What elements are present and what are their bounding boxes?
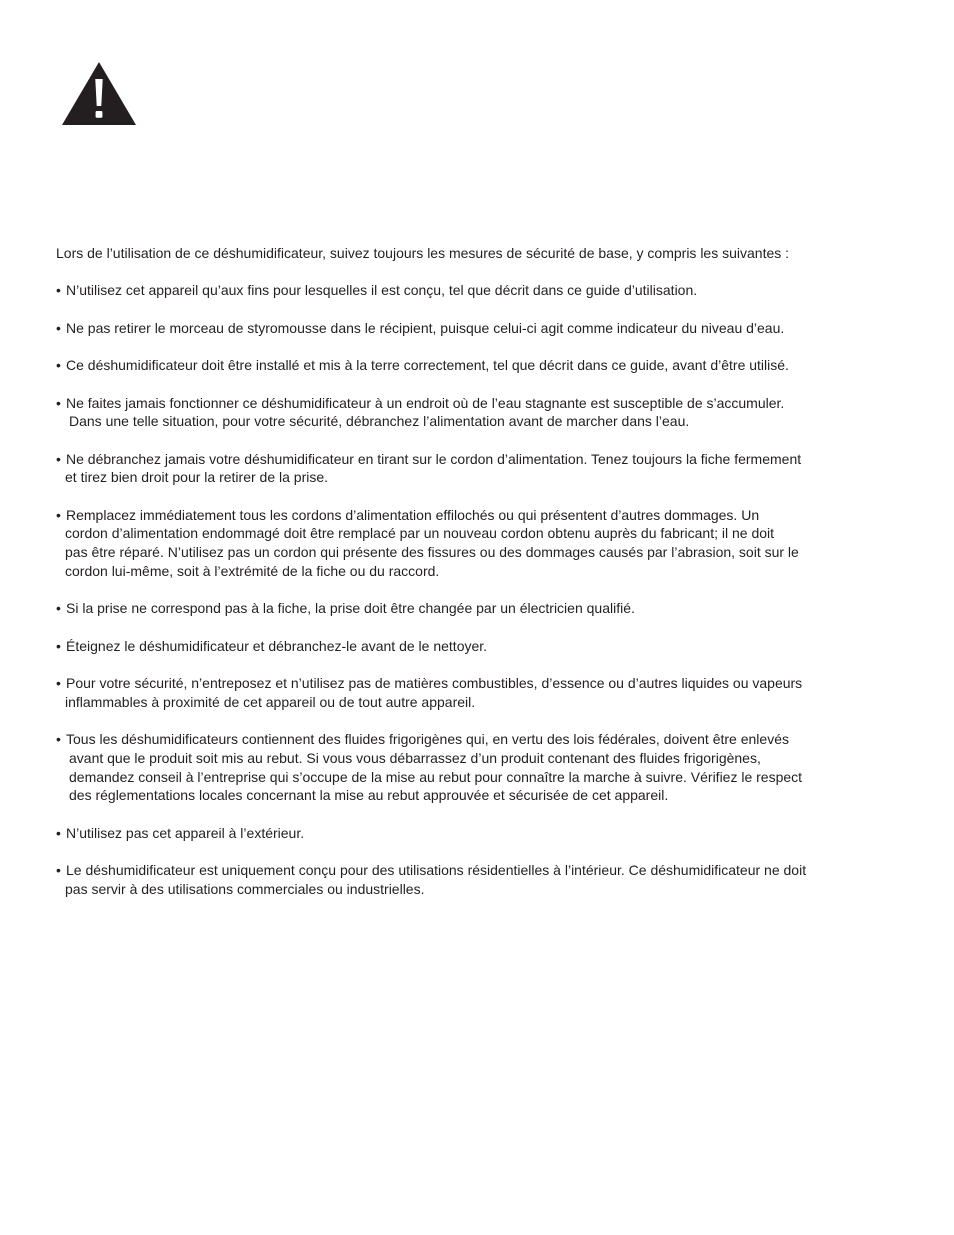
item-line: cordon d’alimentation endommagé doit être remplacé par un nouveau cordon obtenu auprès du fabricant; il ne doit [65, 525, 775, 542]
item-line: Si la prise ne correspond pas à la fiche, la prise doit être changée par un électricien qualifié. [66, 600, 635, 617]
item-line: Ne pas retirer le morceau de styromousse dans le récipient, puisque celui-ci agit comme indicateur du niveau d’eau. [66, 319, 785, 336]
item-line: cordon lui-même, soit à l’extrémité de la fiche ou du raccord. [65, 562, 440, 579]
item-line: Éteignez le déshumidificateur et débranchez-le avant de le nettoyer. [66, 637, 488, 654]
bullet-marker: • [56, 731, 61, 748]
item-line: demandez conseil à l’entreprise qui s’occupe de la mise au rebut pour connaître la marche à suivre. Vérifiez le respect [69, 768, 803, 785]
safety-item [56, 674, 916, 711]
bullet-marker: • [56, 450, 61, 467]
safety-item [56, 861, 916, 898]
item-line: Remplacez immédiatement tous les cordons d’alimentation effilochés ou qui présentent d’autres dommages. Un [66, 506, 760, 523]
bullet-marker: • [56, 394, 61, 411]
intro-text: Lors de l’utilisation de ce déshumidificateur, suivez toujours les mesures de sécurité de base, y compris les suivantes : [56, 245, 790, 261]
bullet-marker: • [56, 675, 61, 692]
bullet-marker: • [56, 319, 61, 336]
item-line: Ne débranchez jamais votre déshumidificateur en tirant sur le cordon d’alimentation. Tenez toujours la fiche fermement [66, 450, 802, 467]
safety-item [56, 637, 916, 656]
safety-item [56, 730, 916, 805]
item-line: Pour votre sécurité, n’entreposez et n’utilisez pas de matières combustibles, d’essence ou d’autres liquides ou vapeurs [66, 675, 803, 692]
bullet-marker: • [56, 357, 61, 374]
item-line: Ne faites jamais fonctionner ce déshumidificateur à un endroit où de l’eau stagnante est susceptible de s’accumuler. [66, 394, 785, 411]
warning-triangle-icon [62, 62, 136, 126]
safety-item [56, 394, 916, 431]
item-line: des réglementations locales concernant la mise au rebut approuvée et sécurisée de cet appareil. [69, 787, 669, 804]
bullet-marker: • [56, 637, 61, 654]
safety-instructions [56, 244, 916, 917]
safety-item [56, 506, 916, 581]
bullet-marker: • [56, 600, 61, 617]
safety-item [56, 824, 916, 843]
item-line: et tirez bien droit pour la retirer de la prise. [65, 469, 329, 486]
item-line: Dans une telle situation, pour votre sécurité, débranchez l’alimentation avant de marcher dans l’eau. [69, 413, 690, 430]
item-line: pas être réparé. N’utilisez pas un cordon qui présente des fissures ou des dommages causés par l’abrasion, soit sur le [65, 544, 799, 561]
bullet-marker: • [56, 862, 61, 879]
item-line: inflammables à proximité de cet appareil ou de tout autre appareil. [65, 693, 476, 710]
item-line: Le déshumidificateur est uniquement conçu pour des utilisations résidentielles à l’intérieur. Ce déshumidificateur ne doit [66, 862, 807, 879]
item-line: N’utilisez pas cet appareil à l’extérieur. [66, 824, 305, 841]
bullet-marker: • [56, 282, 61, 299]
safety-item [56, 450, 916, 487]
bullet-marker: • [56, 506, 61, 523]
item-line: pas servir à des utilisations commerciales ou industrielles. [65, 880, 425, 897]
safety-item [56, 319, 916, 338]
safety-item [56, 356, 916, 375]
safety-item [56, 599, 916, 618]
item-line: N’utilisez cet appareil qu’aux fins pour lesquelles il est conçu, tel que décrit dans ce guide d’utilisation. [66, 282, 698, 299]
bullet-marker: • [56, 824, 61, 841]
safety-item [56, 281, 916, 300]
item-line: avant que le produit soit mis au rebut. Si vous vous débarrassez d’un produit contenant des fluides frigorigènes, [69, 749, 761, 766]
item-line: Ce déshumidificateur doit être installé et mis à la terre correctement, tel que décrit dans ce guide, avant d’être utilisé. [66, 357, 789, 374]
item-line: Tous les déshumidificateurs contiennent des fluides frigorigènes qui, en vertu des lois fédérales, doivent être enlevés [66, 731, 789, 748]
